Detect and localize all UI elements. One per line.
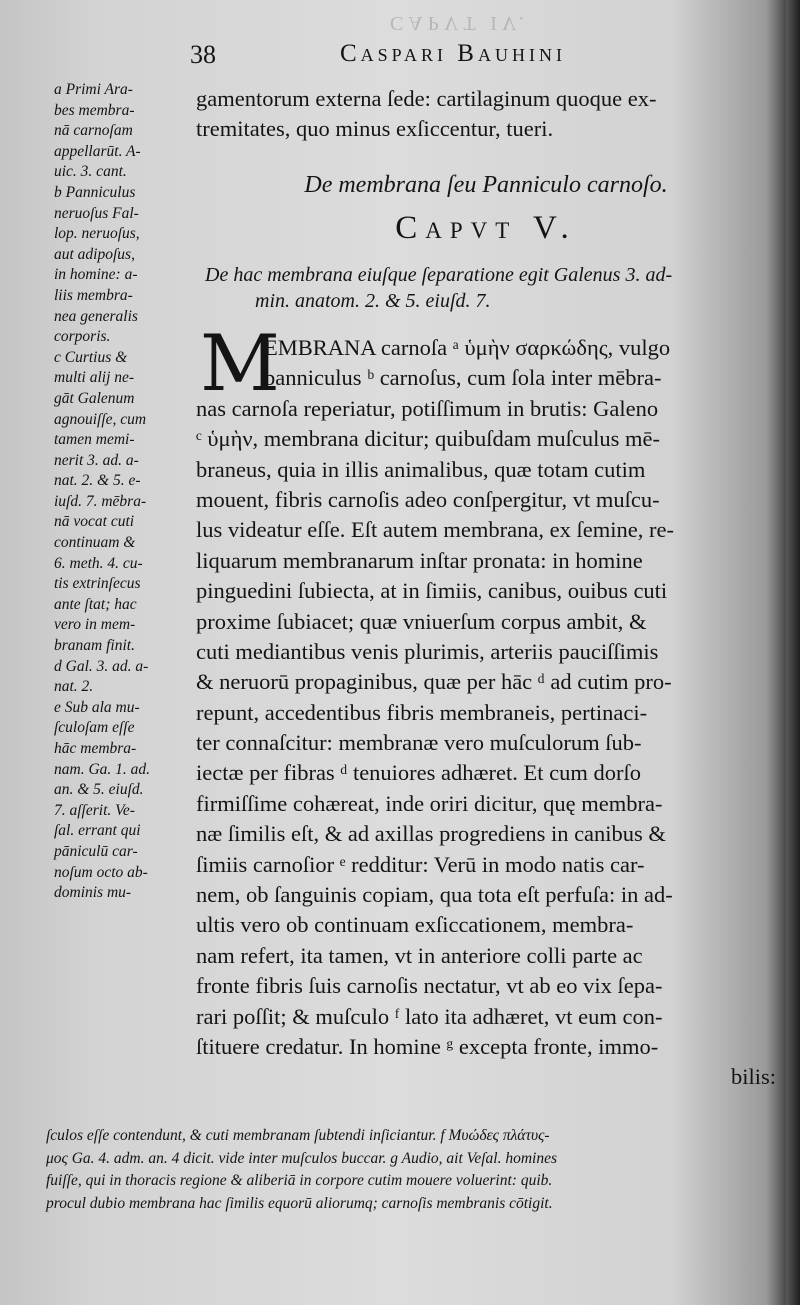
text-line: nam refert, ita tamen, vt in anteriore colli parte ac <box>196 942 643 968</box>
margin-note-line: tamen memi- <box>54 431 135 449</box>
chapter-title: De membrana ſeu Panniculo carnoſo. <box>304 172 668 198</box>
margin-note-line: ſculoſam eſſe <box>54 719 135 737</box>
subtitle-line: De hac membrana eiuſque ſeparatione egit Galenus 3. ad- <box>205 264 673 286</box>
margin-note-line: iuſd. 7. mēbra- <box>54 492 147 510</box>
text-line: firmiſſime cohæreat, inde oriri dicitur, quę membra- <box>196 790 663 816</box>
margin-note-line: lop. neruoſus, <box>54 225 140 243</box>
continued-text <box>196 84 776 144</box>
margin-note-line: ante ſtat; hac <box>54 595 137 613</box>
margin-note-line: appellarūt. A- <box>54 142 141 160</box>
margin-note-line: agnouiſſe, cum <box>54 410 147 428</box>
footnote-line: procul dubio membrana hac ſimilis equorū aliorumq; carnoſis membranis cōtigit. <box>46 1194 553 1212</box>
footnote-line: μος Ga. 4. adm. an. 4 dicit. vide inter muſculos buccar. g Audio, ait Veſal. homines <box>46 1149 558 1167</box>
text-line: cuti mediantibus venis plurimis, arteriis pauciſſimis <box>196 638 659 664</box>
text-line: gamentorum externa ſede: cartilaginum quoque ex- <box>196 86 657 111</box>
margin-note-line: tis extrinſecus <box>54 575 141 593</box>
margin-note-line: nerit 3. ad. a- <box>54 451 139 469</box>
margin-note-line: d Gal. 3. ad. a- <box>54 657 149 675</box>
margin-note-line: an. & 5. eiuſd. <box>54 781 144 799</box>
text-line: & neruorū propaginibus, quæ per hāc ᵈ ad cutim pro- <box>196 669 672 695</box>
text-line: panniculus ᵇ carnoſus, cum ſola inter mēbra- <box>264 365 662 391</box>
text-line: repunt, accedentibus fibris membraneis, pertinaci- <box>196 699 648 725</box>
page-number: 38 <box>190 40 216 69</box>
bleed-through-text: CAPVT IV. <box>390 12 529 34</box>
margin-note-line: nat. 2. & 5. e- <box>54 472 141 490</box>
margin-note-line: nam. Ga. 1. ad. <box>54 760 151 778</box>
margin-note-line: aut adipoſus, <box>54 245 135 263</box>
margin-note-line: ſal. errant qui <box>54 822 141 840</box>
margin-note-line: b Panniculus <box>54 183 136 201</box>
margin-note-line: nat. 2. <box>54 678 94 696</box>
text-line: tremitates, quo minus exſiccentur, tueri. <box>196 116 554 141</box>
footnote-block <box>46 1125 786 1215</box>
text-line: ſtituere credatur. In homine ᵍ excepta fronte, immo- <box>196 1033 659 1059</box>
main-paragraph <box>196 333 776 1093</box>
text-line: bilis: <box>730 1064 776 1090</box>
margin-note-line: c Curtius & <box>54 348 128 366</box>
margin-note-line: continuam & <box>54 534 136 552</box>
margin-note-line: nā carnoſam <box>54 122 133 140</box>
margin-note-line: multi alij ne- <box>54 369 135 387</box>
margin-note-line: 7. aſſerit. Ve- <box>54 801 135 819</box>
text-line: fronte fibris ſuis carnoſis nectatur, vt ab eo vix ſepa- <box>196 973 663 999</box>
text-line: liquarum membranarum inſtar pronata: in homine <box>196 547 643 573</box>
margin-note-line: in homine: a- <box>54 266 138 284</box>
text-line: braneus, quia in illis animalibus, quæ totam cutim <box>196 456 646 482</box>
margin-note-line: bes membra- <box>54 101 135 119</box>
margin-note-line: hāc membra- <box>54 740 137 757</box>
margin-note-line: branam finit. <box>54 637 135 655</box>
text-line: mouent, fibris carnoſis adeo conſpergitur, vt muſcu- <box>196 486 660 512</box>
text-line: proxime ſubiacet; quæ vniuerſum corpus ambit, & <box>196 608 647 634</box>
text-line: ultis vero ob continuam exſiccationem, membra- <box>196 912 634 938</box>
margin-note-line: dominis mu- <box>54 884 132 902</box>
margin-note-line: noſum octo ab- <box>54 863 148 881</box>
margin-note-line: uic. 3. cant. <box>54 163 127 181</box>
text-line: ᶜ ὑμὴν, membrana dicitur; quibuſdam muſculus mē- <box>196 426 660 452</box>
footnote-line: fuiſſe, qui in thoracis regione & aliberiā in corpore cutim mouere voluerint: quib. <box>46 1172 553 1189</box>
chapter-number: Capvt V. <box>395 210 577 246</box>
text-line: EMBRANA carnoſa ᵃ ὑμὴν σαρκώδης, vulgo <box>264 335 671 360</box>
margin-note-line: corporis. <box>54 328 111 346</box>
text-line: nem, ob ſanguinis copiam, qua tota eſt perfuſa: in ad- <box>196 882 673 908</box>
text-line: nas carnoſa reperiatur, potiſſimum in brutis: Galeno <box>196 395 659 421</box>
text-line: næ ſimilis eſt, & ad axillas progrediens in canibus & <box>196 821 666 847</box>
running-head: Caspari Bauhini <box>340 40 566 67</box>
margin-notes <box>54 80 194 904</box>
margin-note-line: gāt Galenum <box>54 389 135 407</box>
margin-note-line: neruoſus Fal- <box>54 204 139 222</box>
text-line: ſimiis carnoſior ᵉ redditur: Verū in modo natis car- <box>196 851 645 877</box>
text-line: lus videatur eſſe. Eſt autem membrana, ex ſemine, re- <box>196 517 674 543</box>
margin-note-line: a Primi Ara- <box>54 81 133 98</box>
margin-note-line: liis membra- <box>54 286 133 304</box>
page-edge-shadow <box>786 0 800 1305</box>
margin-note-line: 6. meth. 4. cu- <box>54 554 143 572</box>
text-line: ter connaſcitur: membranæ vero muſculorum ſub- <box>196 730 642 756</box>
chapter-subtitle <box>205 262 785 314</box>
margin-note-line: pāniculū car- <box>54 842 138 860</box>
drop-cap: M <box>200 319 280 409</box>
subtitle-line: min. anatom. 2. & 5. eiuſd. 7. <box>255 290 491 312</box>
margin-note-line: nea generalis <box>54 307 138 325</box>
text-line: rari poſſit; & muſculo ᶠ lato ita adhæret, vt eum con- <box>196 1003 663 1029</box>
margin-note-line: e Sub ala mu- <box>54 698 140 716</box>
margin-note-line: nā vocat cuti <box>54 513 135 531</box>
footnote-line: ſculos eſſe contendunt, & cuti membranam ſubtendi inſiciantur. f Μυώδες πλάτυς- <box>46 1127 550 1144</box>
margin-note-line: vero in mem- <box>54 616 136 634</box>
text-line: pinguedini ſubiecta, at in ſimiis, canibus, ouibus cuti <box>196 578 668 604</box>
text-line: iectæ per fibras ᵈ tenuiores adhæret. Et cum dorſo <box>196 760 641 786</box>
